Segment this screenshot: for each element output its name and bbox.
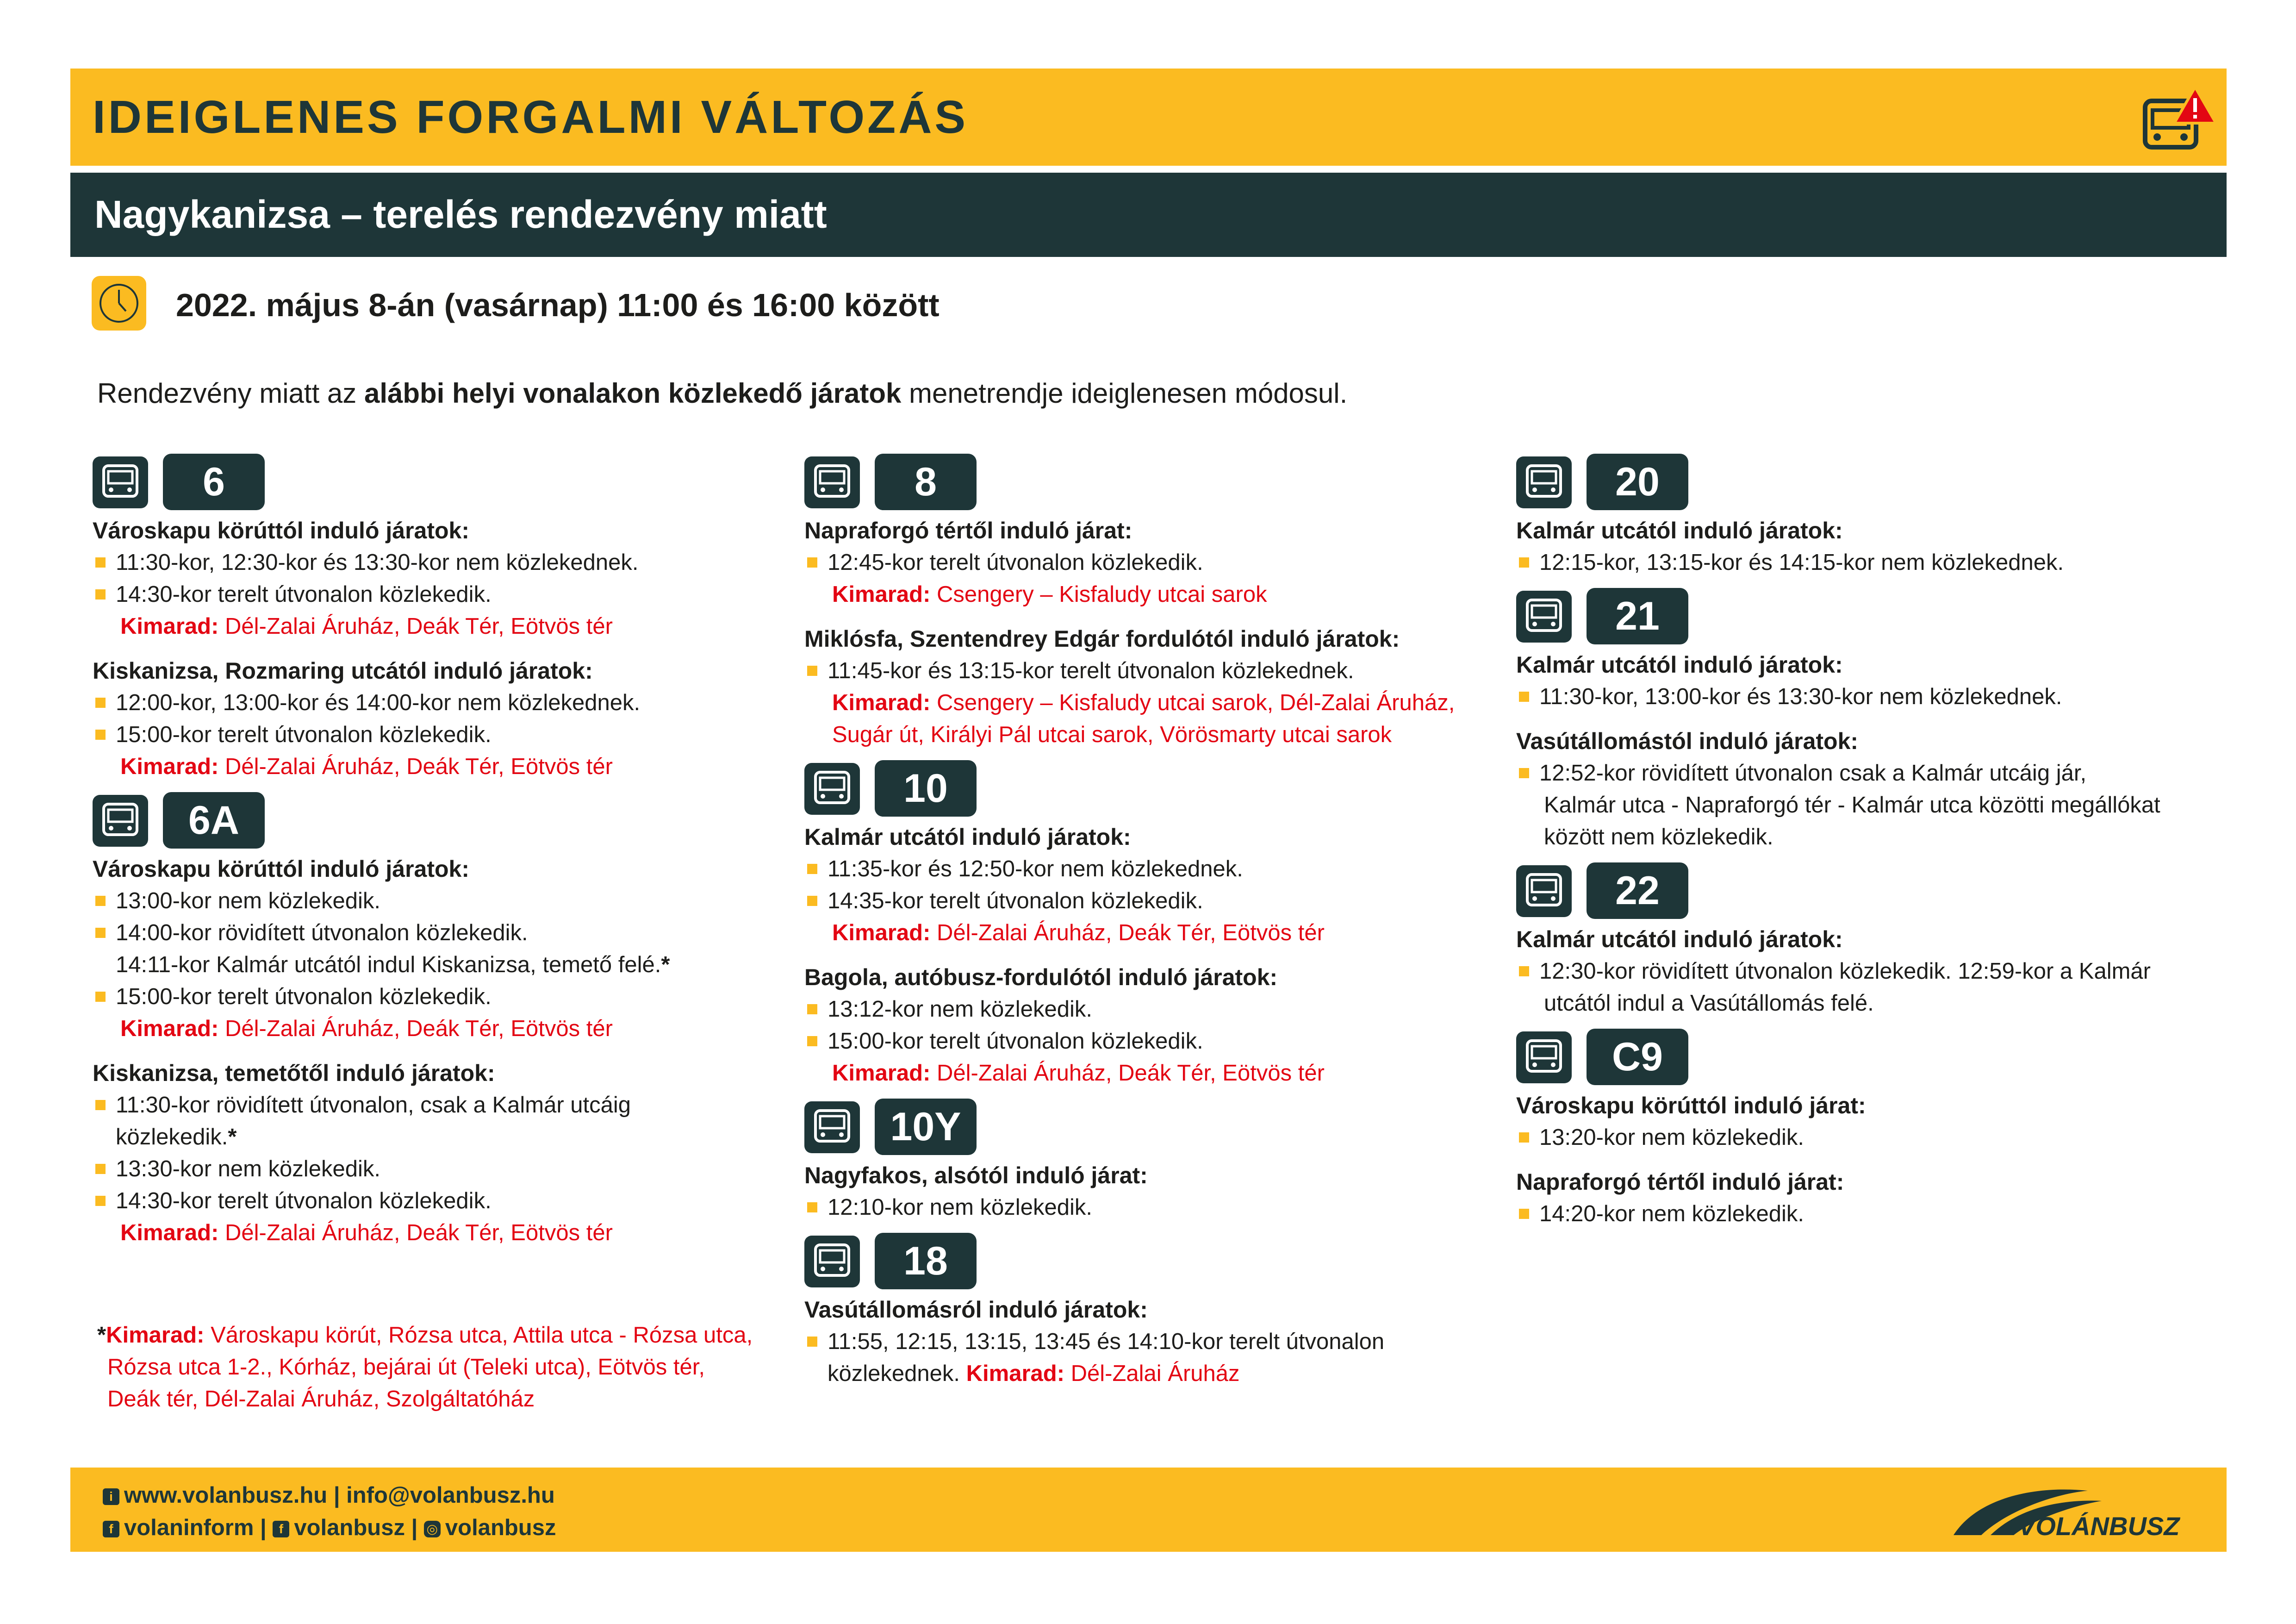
footnote: *Kimarad: Városkapu körút, Rózsa utca, Attila utca - Rózsa utca, Rózsa utca 1-2., Kórház, bejárai út (Teleki utca), Eötvös tér, Deák tér, Dél-Zalai Áruház, Szolgáltatóház <box>97 1323 753 1412</box>
bus-icon <box>804 456 860 508</box>
list-item: 12:30-kor rövidített útvonalon közlekedik. 12:59-kor a Kalmár <box>1516 956 2210 987</box>
event-date: 2022. május 8-án (vasárnap) 11:00 és 16:00 között <box>176 287 940 323</box>
omitted-stops: Kimarad: Dél-Zalai Áruház, Deák Tér, Eötvös tér <box>120 614 613 639</box>
route-number-badge: 10 <box>875 760 977 817</box>
list-item: 12:52-kor rövidített útvonalon csak a Kalmár utcáig jár, <box>1516 757 2210 789</box>
list-item: 11:45-kor és 13:15-kor terelt útvonalon közlekednek. <box>804 655 1499 687</box>
list-item: 14:35-kor terelt útvonalon közlekedik. <box>804 885 1499 917</box>
section-title: Kalmár utcától induló járatok: <box>1516 652 1843 678</box>
website-link[interactable]: www.volanbusz.hu <box>124 1483 328 1508</box>
route-number-badge: 18 <box>875 1233 977 1289</box>
route-number-badge: 21 <box>1587 588 1688 644</box>
section-title: Kalmár utcától induló járatok: <box>804 824 1131 850</box>
bus-icon <box>804 763 860 815</box>
omitted-stops: Kimarad: Csengery – Kisfaludy utcai sarok <box>832 582 1267 607</box>
list-item: 12:10-kor nem közlekedik. <box>804 1192 1499 1224</box>
route-10-header <box>804 760 1499 818</box>
route-22-header <box>1516 862 2210 920</box>
bus-icon <box>1516 1031 1572 1083</box>
omitted-stops: Kimarad: Dél-Zalai Áruház, Deák Tér, Eötvös tér <box>832 1061 1325 1086</box>
list-item: 14:30-kor terelt útvonalon közlekedik. <box>93 1185 787 1217</box>
route-number-badge: 6A <box>163 792 265 849</box>
route-number-badge: 8 <box>875 454 977 510</box>
route-number-badge: 6 <box>163 454 265 510</box>
section-title: Kiskanizsa, temetőtől induló járatok: <box>93 1060 495 1086</box>
omitted-stops: Kimarad: Dél-Zalai Áruház, Deák Tér, Eötvös tér <box>832 920 1325 945</box>
clock-icon <box>92 276 146 331</box>
section-title: Bagola, autóbusz-fordulótól induló járatok: <box>804 964 1278 990</box>
volanbusz-logo <box>1949 1480 2190 1541</box>
email-link[interactable]: info@volanbusz.hu <box>346 1483 555 1508</box>
section-title: Nagyfakos, alsótól induló járat: <box>804 1162 1148 1188</box>
route-number-badge: 10Y <box>875 1099 977 1155</box>
section-title: Városkapu körúttól induló járatok: <box>93 518 469 543</box>
list-item: 13:20-kor nem közlekedik. <box>1516 1122 2210 1154</box>
list-item: 15:00-kor terelt útvonalon közlekedik. <box>804 1025 1499 1057</box>
list-item: 11:30-kor rövidített útvonalon, csak a Kalmár utcáig <box>93 1089 787 1121</box>
subtitle-bar <box>70 173 2227 257</box>
page-subtitle: Nagykanizsa – terelés rendezvény miatt <box>94 193 827 236</box>
section-title: Napraforgó tértől induló járat: <box>1516 1169 1844 1195</box>
list-item: 15:00-kor terelt útvonalon közlekedik. <box>93 719 787 751</box>
svg-text:VOLÁNBUSZ: VOLÁNBUSZ <box>2018 1512 2180 1541</box>
route-6-header <box>93 454 787 512</box>
page-title: IDEIGLENES FORGALMI VÁLTOZÁS <box>93 91 969 143</box>
omitted-stops: Kimarad: Csengery – Kisfaludy utcai sarok, Dél-Zalai Áruház, <box>832 690 1455 715</box>
list-item: 13:12-kor nem közlekedik. <box>804 993 1499 1025</box>
omitted-stops: Kimarad: Dél-Zalai Áruház, Deák Tér, Eötvös tér <box>120 1220 613 1245</box>
route-10y-header <box>804 1099 1499 1156</box>
bus-icon <box>804 1101 860 1153</box>
list-item: 13:00-kor nem közlekedik. <box>93 885 787 917</box>
bus-icon <box>93 795 148 847</box>
list-item: 11:30-kor, 12:30-kor és 13:30-kor nem közlekednek. <box>93 547 787 579</box>
instagram-link[interactable]: volanbusz <box>445 1515 556 1540</box>
facebook-link-volanbusz[interactable]: volanbusz <box>294 1515 405 1540</box>
route-number-badge: 22 <box>1587 862 1688 919</box>
section-title: Kiskanizsa, Rozmaring utcától induló járatok: <box>93 658 593 684</box>
route-21-header <box>1516 588 2210 646</box>
column-2 <box>804 454 1499 1390</box>
section-title: Napraforgó tértől induló járat: <box>804 518 1132 543</box>
list-item-continuation: 14:11-kor Kalmár utcától indul Kiskanizsa, temető felé.* <box>116 952 670 977</box>
bus-icon <box>93 456 148 508</box>
bus-icon <box>1516 456 1572 508</box>
omitted-stops: Kimarad: Dél-Zalai Áruház, Deák Tér, Eötvös tér <box>120 1016 613 1041</box>
footer-contacts: i www.volanbusz.hu | info@volanbusz.hu <box>103 1480 555 1510</box>
bus-icon <box>1516 591 1572 643</box>
section-title: Vasútállomástól induló járatok: <box>1516 728 1859 754</box>
instagram-icon: ◎ <box>424 1521 441 1537</box>
route-18-header <box>804 1233 1499 1291</box>
column-1 <box>93 454 787 1249</box>
list-item: 11:30-kor, 13:00-kor és 13:30-kor nem közlekednek. <box>1516 681 2210 713</box>
list-item: 14:20-kor nem közlekedik. <box>1516 1198 2210 1230</box>
list-item-continuation: utcától indul a Vasútállomás felé. <box>1544 991 1874 1016</box>
section-title: Kalmár utcától induló járatok: <box>1516 926 1843 952</box>
facebook-link-volaninform[interactable]: volaninform <box>124 1515 254 1540</box>
title-bar <box>70 69 2227 166</box>
list-item: 11:35-kor és 12:50-kor nem közlekednek. <box>804 853 1499 885</box>
bus-warning-icon <box>2140 82 2218 152</box>
list-item: 15:00-kor terelt útvonalon közlekedik. <box>93 981 787 1013</box>
info-icon: i <box>103 1488 119 1505</box>
footer-bar <box>70 1468 2227 1552</box>
route-20-header <box>1516 454 2210 512</box>
route-number-badge: 20 <box>1587 454 1688 510</box>
list-item-continuation: Kalmár utca - Napraforgó tér - Kalmár utca közötti megállókat <box>1544 793 2160 818</box>
route-6a-header <box>93 792 787 850</box>
section-title: Miklósfa, Szentendrey Edgár fordulótól induló járatok: <box>804 626 1400 652</box>
list-item-continuation: közlekedik.* <box>116 1124 237 1149</box>
list-item: 12:00-kor, 13:00-kor és 14:00-kor nem közlekednek. <box>93 687 787 719</box>
section-title: Vasútállomásról induló járatok: <box>804 1297 1148 1323</box>
list-item: 13:30-kor nem közlekedik. <box>93 1153 787 1185</box>
list-item: 14:30-kor terelt útvonalon közlekedik. <box>93 579 787 611</box>
list-item: 14:00-kor rövidített útvonalon közlekedik. <box>93 917 787 949</box>
intro-text: Rendezvény miatt az alábbi helyi vonalakon közlekedő járatok menetrendje ideiglenesen módosul. <box>97 378 1348 409</box>
section-title: Kalmár utcától induló járatok: <box>1516 518 1843 543</box>
facebook-icon: f <box>273 1521 289 1537</box>
footer-social: f volaninform | f volanbusz | ◎ volanbusz <box>103 1513 556 1543</box>
route-number-badge: C9 <box>1587 1029 1688 1085</box>
facebook-icon: f <box>103 1521 119 1537</box>
list-item: 11:55, 12:15, 13:15, 13:45 és 14:10-kor terelt útvonalon <box>804 1326 1499 1358</box>
list-item-continuation: közlekednek. Kimarad: Dél-Zalai Áruház <box>828 1361 1240 1386</box>
section-title: Városkapu körúttól induló járatok: <box>93 856 469 882</box>
route-c9-header <box>1516 1029 2210 1087</box>
bus-icon <box>804 1236 860 1287</box>
column-3 <box>1516 454 2210 1230</box>
list-item-continuation: között nem közlekedik. <box>1544 824 1773 849</box>
list-item: 12:45-kor terelt útvonalon közlekedik. <box>804 547 1499 579</box>
bus-icon <box>1516 865 1572 917</box>
omitted-stops: Kimarad: Dél-Zalai Áruház, Deák Tér, Eötvös tér <box>120 754 613 779</box>
section-title: Városkapu körúttól induló járat: <box>1516 1093 1866 1118</box>
route-8-header <box>804 454 1499 512</box>
list-item: 12:15-kor, 13:15-kor és 14:15-kor nem közlekednek. <box>1516 547 2210 579</box>
omitted-stops-continuation: Sugár út, Királyi Pál utcai sarok, Vörösmarty utcai sarok <box>832 722 1392 747</box>
